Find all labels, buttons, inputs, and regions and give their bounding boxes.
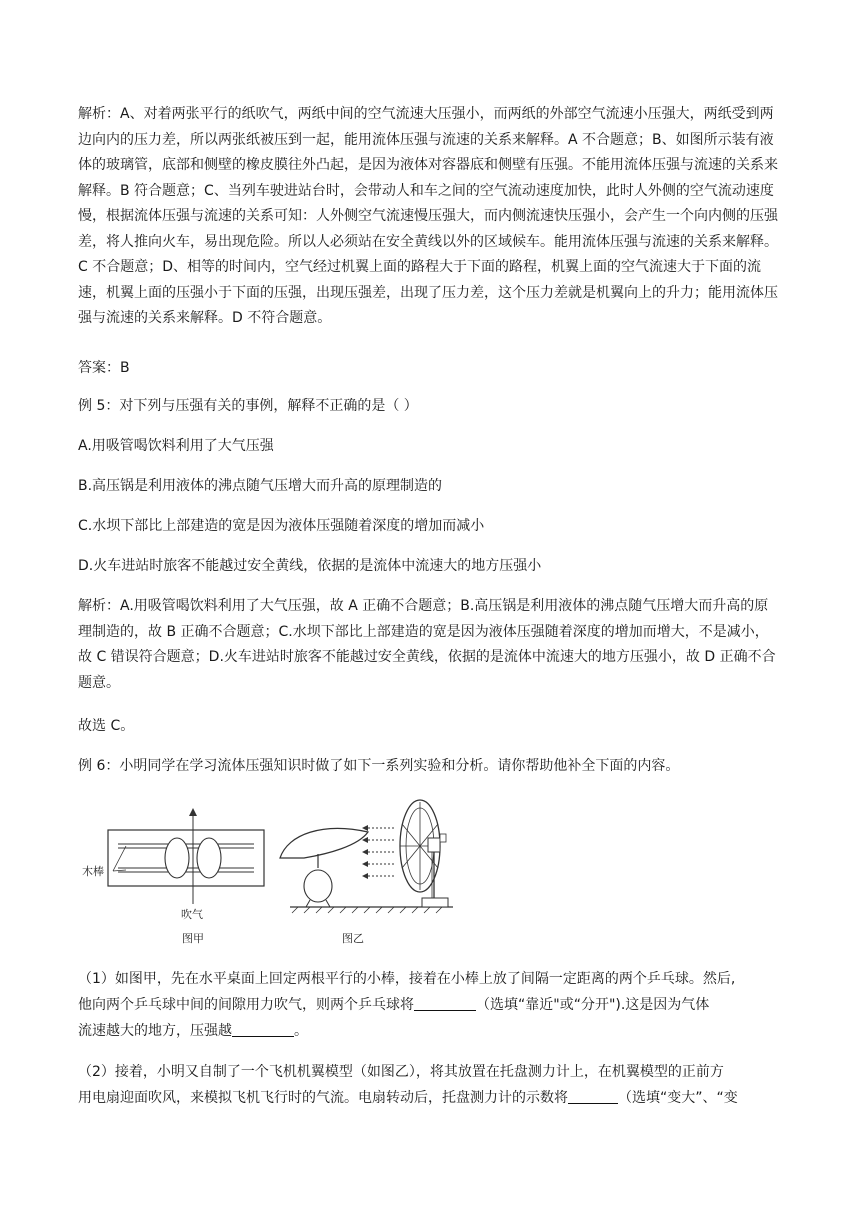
- figure-b-label: 图乙: [342, 932, 364, 945]
- answer-2: 故选 C。: [78, 718, 135, 734]
- option-b: B.高压锅是利用液体的沸点随气压增大而升高的原理制造的: [78, 478, 443, 494]
- figure-b-drawing: [280, 800, 453, 945]
- experiment-figure: [78, 794, 458, 952]
- analysis-paragraph-1: 解析：A、对着两张平行的纸吹气，两纸中间的空气流速大压强小，而两纸的外部空气流速小压强大，两纸受到两边向内的压力差，所以两张纸被压到一起，能用流体压强与流速的关系来解释。A 不合题意；B、如图所示装有液体的玻璃管，底部和侧壁的橡皮膜往外凸起，是因为液体对容器底和侧壁有压强。不能用流体压强与流速的关系来解释。B 符合题意；C、当列车驶进站台时，会带动人和车之间的空气流动速度加快，此时人外侧的空气流动速度慢，根据流体压强与流速的关系可知：人外侧空气流速慢压强大，而内侧流速快压强小，会产生一个向内侧的压强差，将人推向火车，易出现危险。所以人必须站在安全黄线以外的区域候车。能用流体压强与流速的关系来解释。C 不合题意；D、相等的时间内，空气经过机翼上面的路程大于下面的路程，机翼上面的空气流速大于下面的流速，机翼上面的压强小于下面的压强，出现压强差，出现了压力差，这个压力差就是机翼向上的升力；能用流体压强与流速的关系来解释。D 不符合题意。: [78, 106, 778, 326]
- analysis-paragraph-2: 解析：A.用吸管喝饮料利用了大气压强，故 A 正确不合题意；B.高压锅是利用液体的沸点随气压增大而升高的原理制造的，故 B 正确不合题意；C.水坝下部比上部建造的宽是因为液体压强随着深度的增加而增大，不是减小，故 C 错误符合题意；D.火车进站时旅客不能越过安全黄线，依据的是流体中流速大的地方压强小，故 D 正确不合题意。: [78, 598, 776, 691]
- answer-blank-1[interactable]: [414, 996, 476, 1011]
- figure-a-drawing: [82, 808, 264, 945]
- example-5-question: 例 5：对下列与压强有关的事例，解释不正确的是（ ）: [78, 398, 418, 414]
- blow-label: 吹气: [181, 908, 203, 921]
- stick-label: 木棒: [82, 865, 104, 878]
- option-c: C.水坝下部比上部建造的宽是因为液体压强随着深度的增加而减小: [78, 518, 485, 534]
- answer-1: 答案：B: [78, 360, 130, 376]
- question-1-line-3: 流速越大的地方，压强越 。: [78, 1023, 308, 1039]
- question-2-line-2: 用电扇迎面吹风，来模拟飞机飞行时的气流。电扇转动后，托盘测力计的示数将 （选填“变大”、“变: [78, 1090, 738, 1106]
- figure-a-label: 图甲: [182, 932, 204, 945]
- option-a: A.用吸管喝饮料利用了大气压强: [78, 438, 274, 454]
- answer-blank-3[interactable]: [568, 1089, 618, 1104]
- example-6-question: 例 6：小明同学在学习流体压强知识时做了如下一系列实验和分析。请你帮助他补全下面的内容。: [78, 758, 680, 774]
- question-1-line-1: （1）如图甲，先在水平桌面上回定两根平行的小棒，接着在小棒上放了间隔一定距离的两个乒乓球。然后,: [78, 971, 736, 987]
- question-1-line-2: 他向两个乒乓球中间的间隙用力吹气，则两个乒乓球将 （选填“靠近"或“分开").这是因为气体: [78, 997, 710, 1013]
- option-d: D.火车进站时旅客不能越过安全黄线，依据的是流体中流速大的地方压强小: [78, 558, 542, 574]
- experiment-diagram: [78, 794, 458, 952]
- answer-blank-2[interactable]: [232, 1022, 294, 1037]
- question-2-line-1: （2）接着，小明又自制了一个飞机机翼模型（如图乙），将其放置在托盘测力计上，在机翼模型的正前方: [78, 1064, 724, 1080]
